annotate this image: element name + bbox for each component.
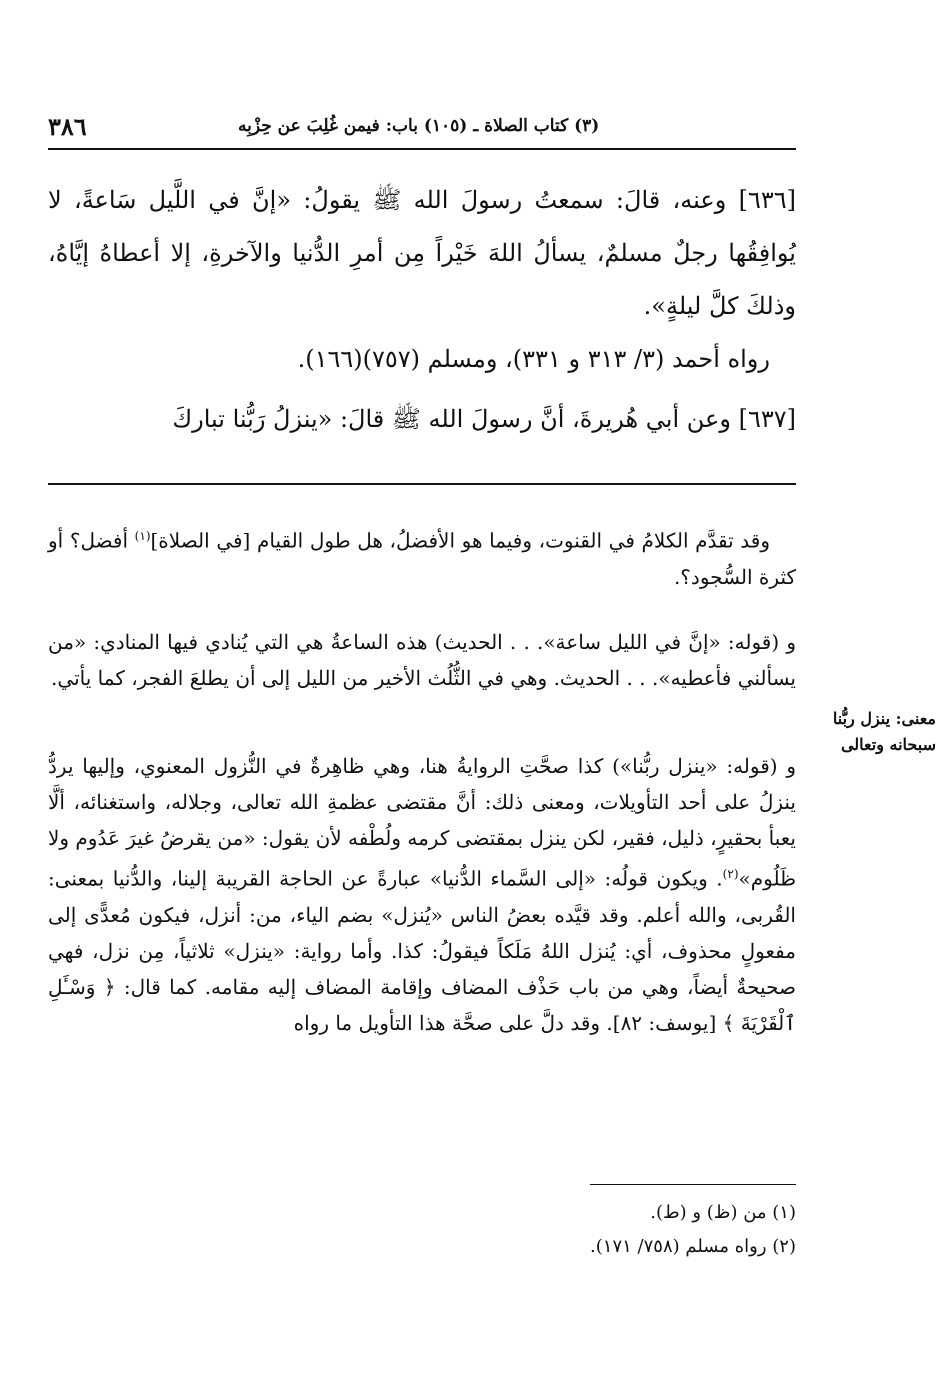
commentary-paragraph-3: [48, 748, 796, 1041]
commentary-paragraph-1-text: وقد تقدَّم الكلامُ في القنوت، وفيما هو الأفضلُ، هل طول القيام [في الصلاة]: [150, 528, 771, 553]
footnote-ref-2: (٢): [722, 867, 739, 881]
hadith-636-source-text: رواه أحمد (٣/ ٣١٣ و ٣٣١)، ومسلم (٧٥٧)(١٦٦).: [297, 345, 770, 373]
footnote-rule: [590, 1184, 796, 1185]
footnotes: [300, 1196, 796, 1264]
footnote-2: (٢) رواه مسلم (٧٥٨/ ١٧١).: [590, 1236, 796, 1257]
commentary-paragraph-3-tail: . ويكون قولُه: «إلى السَّماء الدُّنيا» عبارةً عن الحاجة القريبة إلينا، والدُّنيا بمعنى: القُربى، والله أعلم. وقد قيَّده بعضُ الناس «يُنزل» بضم الياء، من: أنزل، فيكون مُعدًّى إلى مفعولٍ محذوف، أي: يُنزل اللهُ مَلَكاً فيقولُ: كذا. وأما رواية: «ينزل» ثلاثياً، مِن نزل، فهي صحيحةٌ أيضاً، وهي من باب حَذْف المضاف وإقامة المضاف إليه مقامه. كما قال: ﴿ وَسْـَٔلِ ٱلْقَرْيَةَ ﴾ [يوسف: ٨٢]. وقد دلَّ على صحَّة هذا التأويل ما رواه: [48, 866, 796, 1035]
commentary-paragraph-1: [48, 518, 796, 595]
page-number: ٣٨٦: [48, 112, 87, 141]
hadith-637-text: [٦٣٧] وعن أبي هُريرةَ، أنَّ رسولَ الله ﷺ قالَ: «ينزلُ رَبُّنا تباركَ: [172, 405, 796, 433]
marginal-note: معنى: ينزل ربُّنا سبحانه وتعالى: [832, 709, 936, 754]
footnote-1: (١) من (ظ) و (ط).: [650, 1202, 796, 1223]
commentary-paragraph-1-tail: أفضل؟ أو كثرة السُّجود؟.: [48, 528, 796, 589]
page-header: [48, 112, 796, 150]
section-separator: [48, 483, 796, 485]
commentary-paragraph-3-text: و (قوله: «ينزل ربُّنا») كذا صحَّتِ الروايةُ هنا، وهي ظاهِرةٌ في النُّزول المعنوي، وإليها يردُّ ينزلُ على أحد التأويلات، ومعنى ذلك: أنَّ مقتضى عظمةِ الله تعالى، وجلاله، واستغنائه، ألَّا يعبأ بحقيرٍ، ذليل، فقير، لكن ينزل بمقتضى كرمه ولُطْفه لأن يقول: «من يقرضُ غيرَ عَدُوم ولا ظَلُوم»: [48, 754, 796, 891]
hadith-636-text: [٦٣٦] وعنه، قالَ: سمعتُ رسولَ الله ﷺ يقولُ: «إنَّ في اللَّيل سَاعةً، لا يُوافِقُها رجلٌ مسلمٌ، يسألُ اللهَ خَيْراً مِن أمرِ الدُّنيا والآخرةِ، إلا أعطاهُ إيَّاهُ، وذلكَ كلَّ ليلةٍ».: [48, 186, 796, 320]
hadith-636-source: [48, 333, 796, 386]
commentary-paragraph-2: و (قوله: «إنَّ في الليل ساعة». . . الحديث) هذه الساعةُ هي التي يُنادي فيها المنادي: «من يسألني فأعطيه». . . الحديث. وهي في الثُّلُث الأخير من الليل إلى أن يطلعَ الفجر، كما يأتي.: [48, 630, 796, 690]
footnote-ref-1: (١): [134, 529, 151, 543]
running-title: (٣) كتاب الصلاة ـ (١٠٥) باب: فيمن غُلِبَ عن حِزْبِه: [238, 116, 600, 136]
